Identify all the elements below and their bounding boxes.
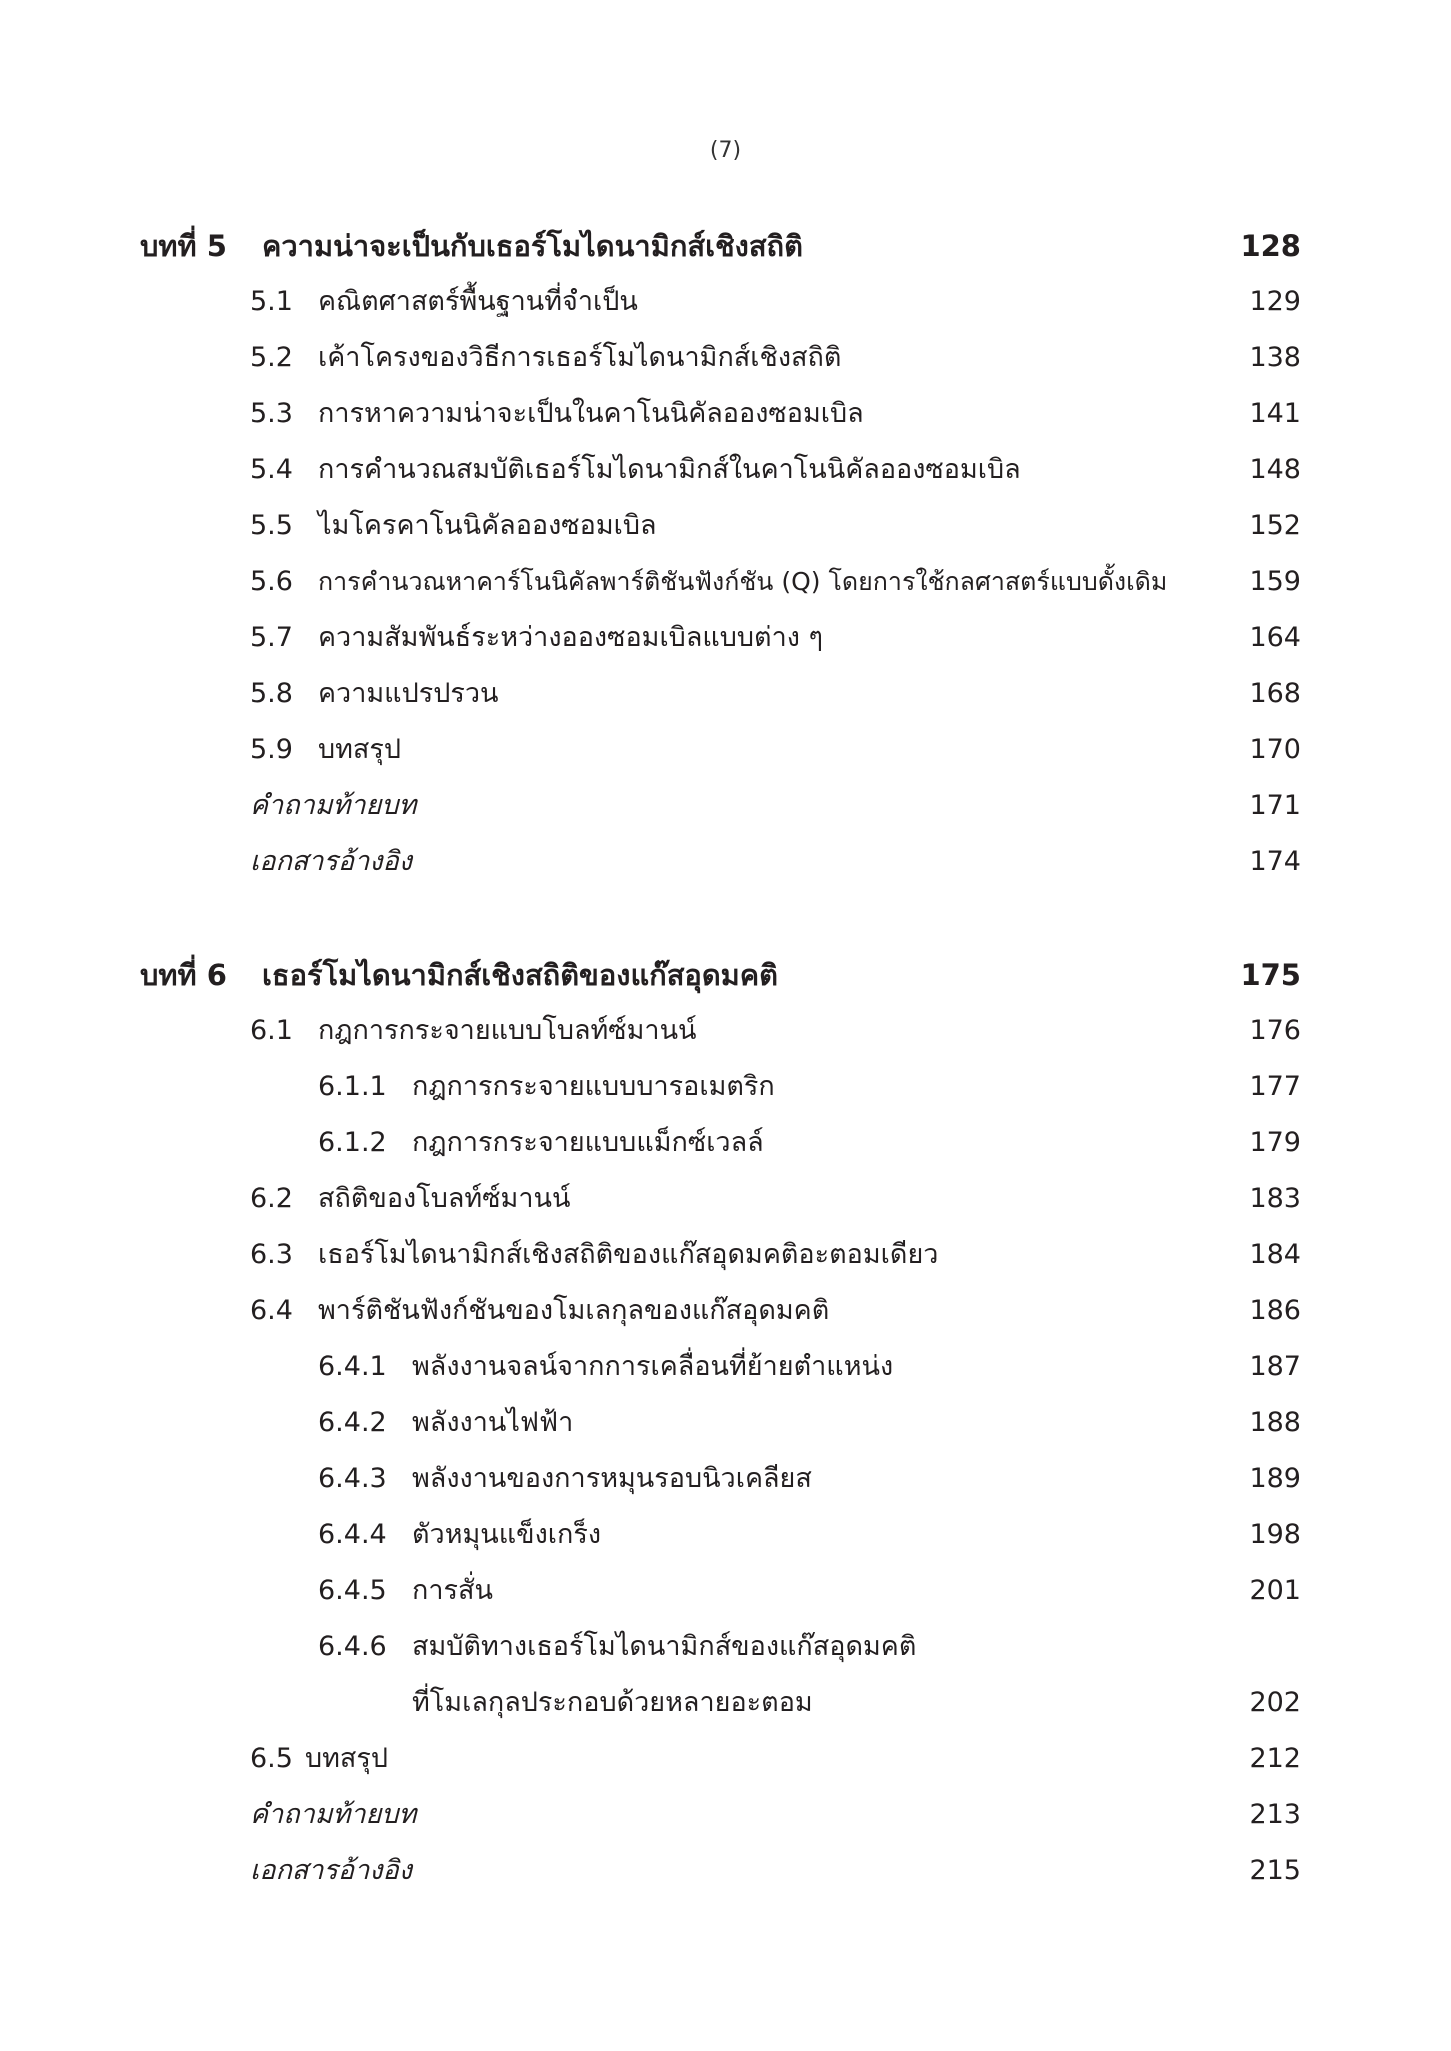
references-page: 174	[1249, 846, 1301, 877]
toc-entry-6-4-3	[0, 1459, 1451, 1515]
subsection-number: 6.4.1	[318, 1351, 387, 1382]
subsection-number: 6.4.5	[318, 1575, 387, 1606]
subsection-number: 6.4.4	[318, 1519, 387, 1550]
toc-entry-5-7	[0, 618, 1451, 674]
toc-entry-5-1	[0, 282, 1451, 338]
toc-entry-5-3	[0, 394, 1451, 450]
section-number: 5.5	[250, 510, 293, 541]
section-page: 168	[1249, 678, 1301, 709]
subsection-page: 201	[1249, 1575, 1301, 1606]
section-page: 159	[1249, 566, 1301, 597]
toc-entry-5-4	[0, 450, 1451, 506]
chapter-title: เธอร์โมไดนามิกส์เชิงสถิติของแก๊สอุดมคติ	[262, 958, 778, 992]
page-number: (7)	[709, 138, 742, 163]
subsection-title: กฎการกระจายแบบบารอเมตริก	[412, 1071, 775, 1102]
section-number: 5.3	[250, 398, 293, 429]
toc-entry-5-6	[0, 562, 1451, 618]
toc-entry-6-references	[0, 1851, 1451, 1907]
questions-page: 171	[1249, 790, 1301, 821]
section-page: 129	[1249, 286, 1301, 317]
section-page: 164	[1249, 622, 1301, 653]
subsection-page: 179	[1249, 1127, 1301, 1158]
toc-entry-6-4-6-continued	[0, 1683, 1451, 1739]
subsection-title: กฎการกระจายแบบแม็กซ์เวลล์	[412, 1127, 764, 1158]
section-title: คณิตศาสตร์พื้นฐานที่จำเป็น	[318, 286, 638, 317]
toc-entry-6-4	[0, 1291, 1451, 1347]
section-page: 212	[1249, 1743, 1301, 1774]
references-title: เอกสารอ้างอิง	[250, 1855, 412, 1886]
subsection-page: 188	[1249, 1407, 1301, 1438]
toc-entry-6-4-4	[0, 1515, 1451, 1571]
subsection-title: ตัวหมุนแข็งเกร็ง	[412, 1519, 602, 1550]
subsection-number: 6.1.1	[318, 1071, 387, 1102]
toc-entry-6-5	[0, 1739, 1451, 1795]
subsection-title: การสั่น	[412, 1575, 493, 1606]
subsection-page: 198	[1249, 1519, 1301, 1550]
section-title: การคำนวณสมบัติเธอร์โมไดนามิกส์ในคาโนนิคัลอองซอมเบิล	[318, 454, 1021, 485]
toc-entry-6-4-2	[0, 1403, 1451, 1459]
subsection-title: พลังงานของการหมุนรอบนิวเคลียส	[412, 1463, 812, 1494]
subsection-number: 6.1.2	[318, 1127, 387, 1158]
subsection-title: พลังงานจลน์จากการเคลื่อนที่ย้ายตำแหน่ง	[412, 1351, 894, 1382]
section-number: 5.6	[250, 566, 293, 597]
section-number: 5.2	[250, 342, 293, 373]
subsection-page: 187	[1249, 1351, 1301, 1382]
section-page: 138	[1249, 342, 1301, 373]
section-number: 5.1	[250, 286, 293, 317]
chapter-title: ความน่าจะเป็นกับเธอร์โมไดนามิกส์เชิงสถิติ	[262, 229, 803, 263]
toc-entry-6-3	[0, 1235, 1451, 1291]
section-title: บทสรุป	[318, 734, 402, 765]
section-page: 176	[1249, 1015, 1301, 1046]
subsection-number: 6.4.2	[318, 1407, 387, 1438]
toc-entry-6-4-5	[0, 1571, 1451, 1627]
toc-entry-5-questions	[0, 786, 1451, 842]
questions-title: คำถามท้ายบท	[250, 790, 417, 821]
section-title: เค้าโครงของวิธีการเธอร์โมไดนามิกส์เชิงสถิติ	[318, 342, 842, 373]
subsection-number: 6.4.6	[318, 1631, 387, 1662]
toc-entry-5-9	[0, 730, 1451, 786]
section-number: 5.8	[250, 678, 293, 709]
subsection-page: 189	[1249, 1463, 1301, 1494]
chapter-label: บทที่ 5	[140, 229, 227, 263]
questions-page: 213	[1249, 1799, 1301, 1830]
toc-entry-6-1-2	[0, 1123, 1451, 1179]
subsection-title-continued: ที่โมเลกุลประกอบด้วยหลายอะตอม	[412, 1687, 813, 1718]
section-title: กฎการกระจายแบบโบลท์ซ์มานน์	[318, 1015, 697, 1046]
questions-title: คำถามท้ายบท	[250, 1799, 417, 1830]
toc-entry-6-2	[0, 1179, 1451, 1235]
section-page: 183	[1249, 1183, 1301, 1214]
chapter-5-heading	[0, 226, 1451, 282]
toc-entry-5-5	[0, 506, 1451, 562]
subsection-title: พลังงานไฟฟ้า	[412, 1407, 574, 1438]
section-page: 141	[1249, 398, 1301, 429]
subsection-page: 202	[1249, 1687, 1301, 1718]
section-number: 6.2	[250, 1183, 293, 1214]
subsection-number: 6.4.3	[318, 1463, 387, 1494]
section-page: 152	[1249, 510, 1301, 541]
section-title: เธอร์โมไดนามิกส์เชิงสถิติของแก๊สอุดมคติอะตอมเดียว	[318, 1239, 939, 1270]
section-number: 6.3	[250, 1239, 293, 1270]
section-number: 6.4	[250, 1295, 293, 1326]
chapter-page: 128	[1240, 229, 1301, 263]
section-number: 6.1	[250, 1015, 293, 1046]
section-number: 6.5	[250, 1743, 293, 1774]
chapter-label: บทที่ 6	[140, 958, 227, 992]
toc-entry-6-1	[0, 1011, 1451, 1067]
toc-entry-6-4-6	[0, 1627, 1451, 1683]
section-page: 184	[1249, 1239, 1301, 1270]
chapter-6-heading	[0, 955, 1451, 1011]
subsection-page: 177	[1249, 1071, 1301, 1102]
toc-entry-6-1-1	[0, 1067, 1451, 1123]
section-title: ไมโครคาโนนิคัลอองซอมเบิล	[318, 510, 657, 541]
section-number: 5.4	[250, 454, 293, 485]
section-title: การคำนวณหาคาร์โนนิคัลพาร์ติชันฟังก์ชัน (Q) โดยการใช้กลศาสตร์แบบดั้งเดิม	[318, 567, 1168, 596]
section-title: บทสรุป	[305, 1743, 389, 1774]
section-title: ความสัมพันธ์ระหว่างอองซอมเบิลแบบต่าง ๆ	[318, 622, 824, 653]
section-title: พาร์ติชันฟังก์ชันของโมเลกุลของแก๊สอุดมคติ	[318, 1295, 830, 1326]
toc-entry-5-2	[0, 338, 1451, 394]
section-title: ความแปรปรวน	[318, 678, 499, 709]
section-page: 170	[1249, 734, 1301, 765]
section-title: สถิติของโบลท์ซ์มานน์	[318, 1183, 571, 1214]
references-page: 215	[1249, 1855, 1301, 1886]
section-page: 148	[1249, 454, 1301, 485]
toc-entry-6-4-1	[0, 1347, 1451, 1403]
section-page: 186	[1249, 1295, 1301, 1326]
section-number: 5.7	[250, 622, 293, 653]
toc-entry-5-references	[0, 842, 1451, 898]
references-title: เอกสารอ้างอิง	[250, 846, 412, 877]
chapter-page: 175	[1240, 958, 1301, 992]
section-title: การหาความน่าจะเป็นในคาโนนิคัลอองซอมเบิล	[318, 398, 864, 429]
toc-entry-6-questions	[0, 1795, 1451, 1851]
subsection-title: สมบัติทางเธอร์โมไดนามิกส์ของแก๊สอุดมคติ	[412, 1631, 917, 1662]
toc-entry-5-8	[0, 674, 1451, 730]
section-number: 5.9	[250, 734, 293, 765]
